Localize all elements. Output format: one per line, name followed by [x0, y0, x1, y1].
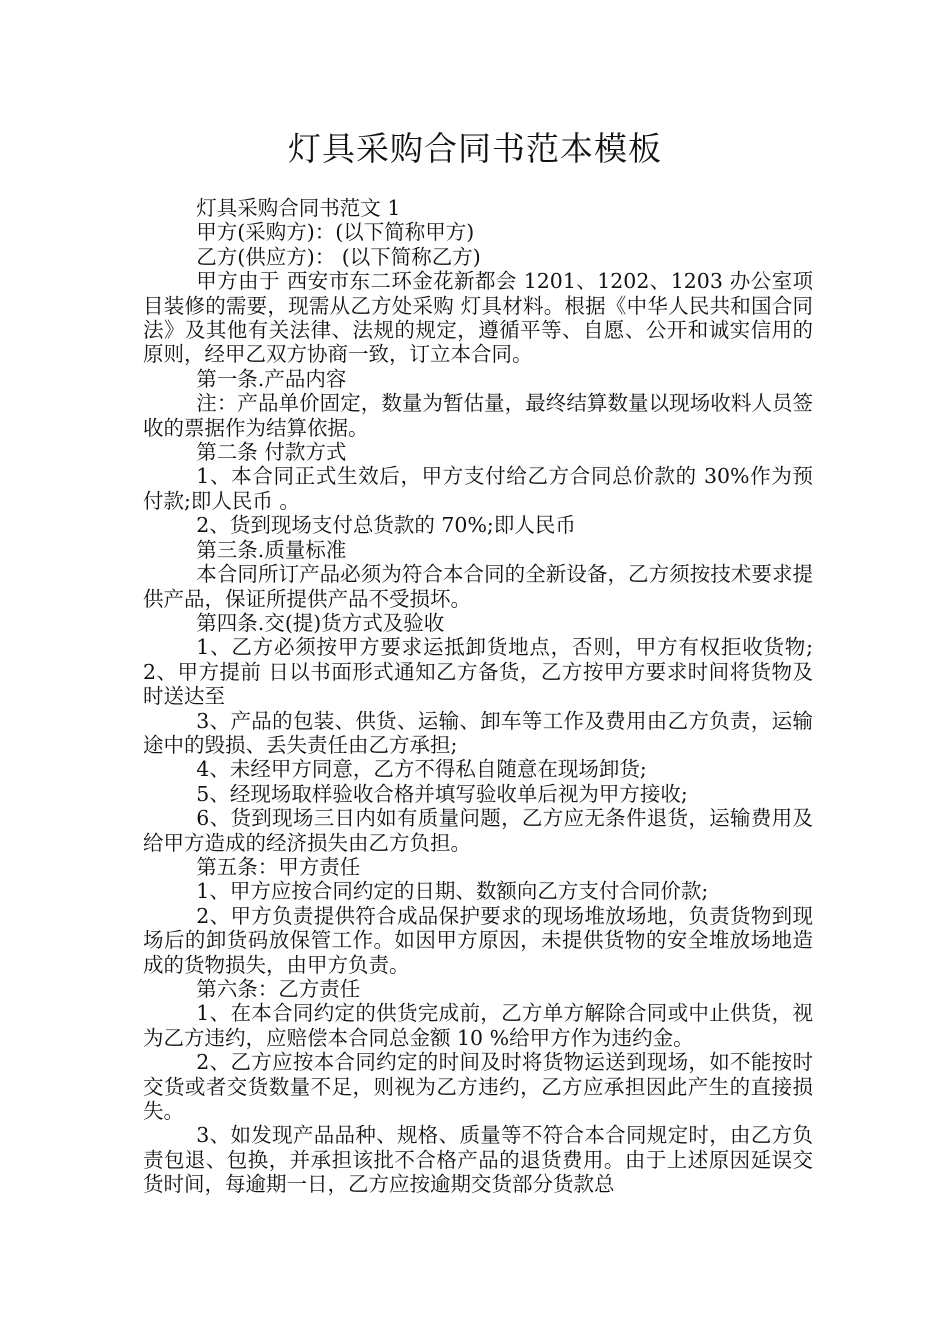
paragraph: 3、产品的包装、供货、运输、卸车等工作及费用由乙方负责，运输途中的毁损、丢失责任由乙方承担;: [143, 708, 813, 757]
paragraph: 灯具采购合同书范文 1: [196, 196, 401, 220]
paragraph: 6、货到现场三日内如有质量问题，乙方应无条件退货，运输费用及给甲方造成的经济损失由乙方负担。: [143, 806, 813, 855]
section-heading: 第二条 付款方式: [196, 440, 347, 465]
paragraph: 3、如发现产品品种、规格、质量等不符合本合同规定时，由乙方负责包退、包换，并承担该批不合格产品的退货费用。由于上述原因延误交货时间，每逾期一日，乙方应按逾期交货部分货款总: [143, 1123, 813, 1197]
document-body: [143, 196, 813, 1197]
section-heading: 第一条.产品内容: [196, 366, 347, 391]
paragraph: 2、甲方负责提供符合成品保护要求的现场堆放场地，负责货物到现场后的卸货码放保管工作。如因甲方原因，未提供货物的安全堆放场地造成的货物损失，由甲方负责。: [143, 903, 813, 977]
paragraph: 1、在本合同约定的供货完成前，乙方单方解除合同或中止供货，视为乙方违约，应赔偿本合同总金额 10 %给甲方作为违约金。: [143, 1001, 813, 1050]
paragraph: 注：产品单价固定，数量为暂估量，最终结算数量以现场收料人员签收的票据作为结算依据。: [143, 391, 813, 440]
paragraph: 1、乙方必须按甲方要求运抵卸货地点，否则，甲方有权拒收货物; 2、甲方提前 日以书面形式通知乙方备货，乙方按甲方要求时间将货物及时送达至: [143, 635, 813, 709]
document-title: 灯具采购合同书范本模板: [288, 129, 662, 168]
section-heading: 第三条.质量标准: [196, 537, 347, 562]
paragraph: 本合同所订产品必须为符合本合同的全新设备，乙方须按技术要求提供产品，保证所提供产品不受损坏。: [143, 562, 813, 611]
paragraph: 1、本合同正式生效后，甲方支付给乙方合同总价款的 30%作为预付款;即人民币 。: [143, 464, 813, 513]
paragraph: 2、乙方应按本合同约定的时间及时将货物运送到现场，如不能按时交货或者交货数量不足，则视为乙方违约，乙方应承担因此产生的直接损失。: [143, 1050, 813, 1124]
paragraph: 1、甲方应按合同约定的日期、数额向乙方支付合同价款;: [196, 879, 709, 904]
section-heading: 第五条：甲方责任: [196, 854, 361, 879]
paragraph: 甲方由于 西安市东二环金花新都会 1201、1202、1203 办公室项目装修的需要，现需从乙方处采购 灯具材料。根据《中华人民共和国合同法》及其他有关法律、法规的规定，遵循平等、自愿、公开和诚实信用的原则，经甲乙双方协商一致，订立本合同。: [143, 269, 813, 367]
paragraph: 甲方(采购方)：(以下简称甲方): [196, 220, 475, 245]
section-heading: 第四条.交(提)货方式及验收: [196, 610, 445, 635]
paragraph: 2、货到现场支付总货款的 70%;即人民币: [196, 513, 576, 538]
paragraph: 乙方(供应方)： (以下简称乙方): [196, 244, 481, 269]
section-heading: 第六条：乙方责任: [196, 977, 361, 1001]
paragraph: 4、未经甲方同意，乙方不得私自随意在现场卸货;: [196, 757, 647, 782]
paragraph: 5、经现场取样验收合格并填写验收单后视为甲方接收;: [196, 781, 688, 806]
